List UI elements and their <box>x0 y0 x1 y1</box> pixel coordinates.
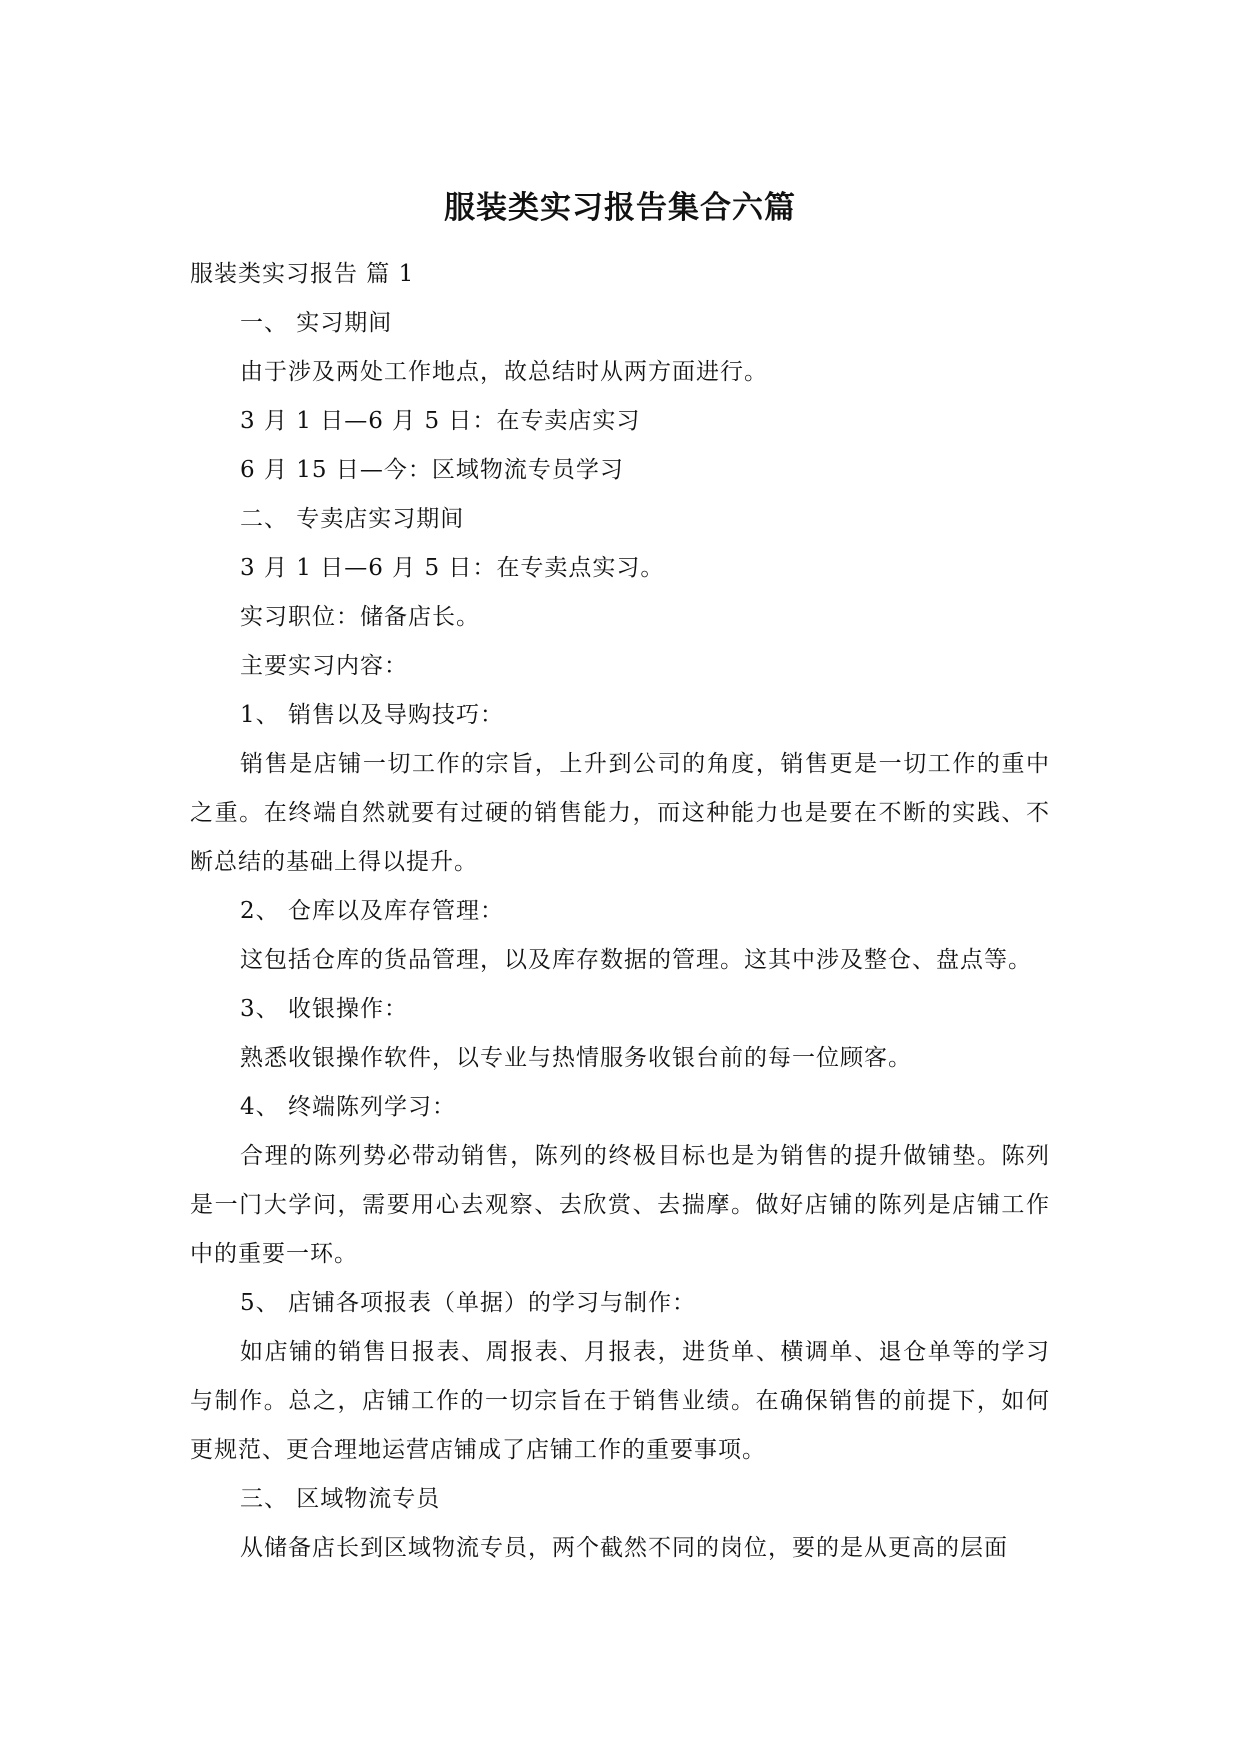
paragraph: 一、 实习期间 <box>240 310 393 336</box>
paragraph: 三、 区域物流专员 <box>240 1486 441 1512</box>
paragraph: 熟悉收银操作软件，以专业与热情服务收银台前的每一位顾客。 <box>240 1045 912 1071</box>
paragraph: 4、 终端陈列学习： <box>240 1094 456 1120</box>
paragraph: 3 月 1 日—6 月 5 日：在专卖点实习。 <box>240 555 665 581</box>
paragraph: 5、 店铺各项报表（单据）的学习与制作： <box>240 1290 696 1316</box>
paragraph: 1、 销售以及导购技巧： <box>240 702 504 728</box>
paragraph: 3、 收银操作： <box>240 996 408 1022</box>
paragraph: 合理的陈列势必带动销售，陈列的终极目标也是为销售的提升做铺垫。陈列是一门大学问，需要用心去观察、去欣赏、去揣摩。做好店铺的陈列是店铺工作中的重要一环。 <box>190 1143 1050 1267</box>
paragraph: 二、 专卖店实习期间 <box>240 506 465 532</box>
paragraph: 实习职位：储备店长。 <box>240 604 480 630</box>
paragraph: 3 月 1 日—6 月 5 日：在专卖店实习 <box>240 408 641 434</box>
paragraph: 这包括仓库的货品管理，以及库存数据的管理。这其中涉及整仓、盘点等。 <box>240 947 1032 973</box>
paragraph: 销售是店铺一切工作的宗旨，上升到公司的角度，销售更是一切工作的重中之重。在终端自然就要有过硬的销售能力，而这种能力也是要在不断的实践、不断总结的基础上得以提升。 <box>190 751 1050 875</box>
paragraph: 主要实习内容： <box>240 653 408 679</box>
paragraph: 2、 仓库以及库存管理： <box>240 898 504 924</box>
document-body <box>190 188 1050 1573</box>
paragraph: 从储备店长到区域物流专员，两个截然不同的岗位，要的是从更高的层面 <box>240 1535 1008 1561</box>
paragraph: 如店铺的销售日报表、周报表、月报表，进货单、横调单、退仓单等的学习与制作。总之，店铺工作的一切宗旨在于销售业绩。在确保销售的前提下，如何更规范、更合理地运营店铺成了店铺工作的重要事项。 <box>190 1339 1050 1463</box>
paragraph-list <box>190 250 1050 1573</box>
document-title: 服装类实习报告集合六篇 <box>444 190 796 226</box>
paragraph: 由于涉及两处工作地点，故总结时从两方面进行。 <box>240 359 768 385</box>
paragraph: 6 月 15 日—今：区域物流专员学习 <box>240 457 624 483</box>
paragraph: 服装类实习报告 篇 1 <box>190 261 415 287</box>
